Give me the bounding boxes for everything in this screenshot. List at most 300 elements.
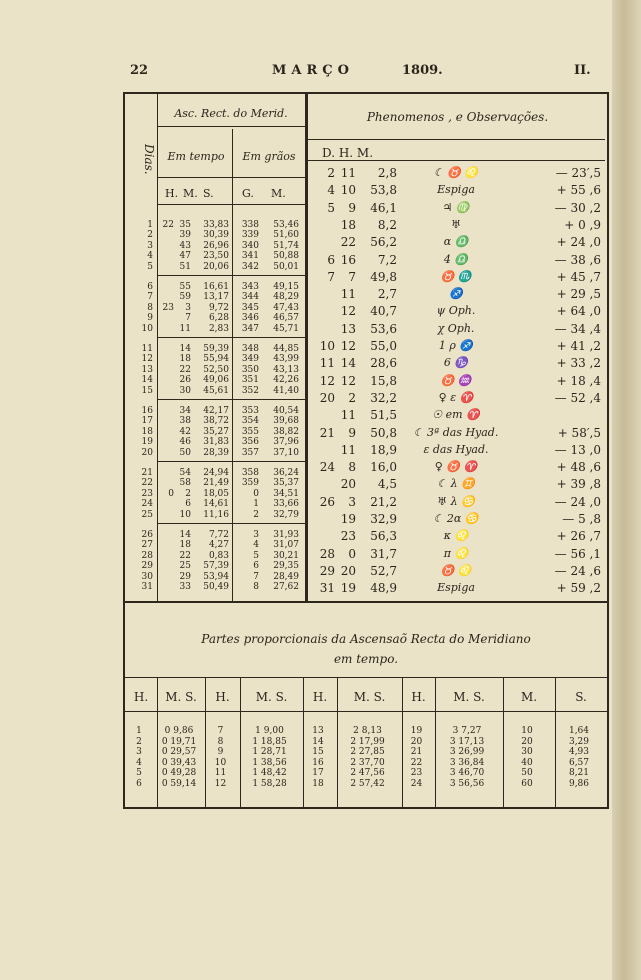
ph-hour: 11	[340, 287, 356, 302]
ph-hour: 9	[348, 425, 356, 440]
asc-deg-minute: 37,10	[273, 447, 299, 458]
ph-day: 31	[319, 581, 335, 596]
pp-cell: 3 36,84	[449, 757, 485, 768]
pp-cell: 4	[136, 757, 142, 768]
asc-minute: 25	[179, 561, 191, 572]
asc-degree: 342	[241, 261, 259, 272]
pp-cell: 2 57,42	[350, 778, 385, 789]
days-label: Dias.	[142, 144, 156, 175]
pp-cell: 6	[136, 778, 142, 789]
ph-event: ♀ ♉ ♈	[434, 460, 478, 474]
ph-value: — 52 ,4	[554, 390, 601, 405]
ph-day: 7	[327, 269, 335, 284]
asc-second: 42,17	[203, 406, 229, 416]
ph-value: + 58′,5	[557, 425, 601, 440]
ph-event: ☾ λ ♊	[437, 477, 475, 491]
asc-minute: 46	[179, 437, 191, 448]
pp-cell: 14	[312, 736, 324, 747]
pp-header: M.	[520, 690, 538, 704]
day-number: 30	[141, 571, 153, 582]
asc-second: 50,49	[203, 582, 229, 592]
asc-degree: 346	[241, 313, 259, 324]
ph-minute: 7,2	[377, 252, 397, 267]
pp-cell: 10	[521, 726, 533, 736]
pp-header: M. S.	[453, 690, 485, 704]
pp-title-1: Partes proporcionais da Ascensaõ Recta do Meridiano	[201, 632, 531, 646]
pp-header: M. S.	[165, 690, 197, 704]
ph-hour: 2	[348, 390, 356, 405]
ph-hour: 19	[340, 581, 356, 596]
ph-hour: 13	[340, 321, 356, 336]
divider-main	[305, 94, 308, 601]
divider-mid	[232, 129, 233, 601]
ph-minute: 51,5	[370, 408, 397, 423]
asc-degree: 358	[241, 468, 259, 478]
ph-value: + 18 ,4	[556, 373, 601, 388]
day-number: 18	[141, 426, 153, 437]
ph-day: 2	[327, 166, 335, 180]
ph-event: ☾ ♉ ♌	[433, 166, 479, 179]
pp-header: H.	[133, 690, 149, 704]
asc-hour: 22	[162, 220, 174, 230]
ph-value: + 26 ,7	[556, 529, 601, 544]
pp-header: H.	[411, 690, 426, 704]
pp-cell: 0 59,14	[161, 778, 197, 789]
asc-deg-minute: 28,49	[273, 571, 299, 582]
asc-degree: 2	[253, 509, 259, 520]
ph-hour: 12	[340, 304, 356, 319]
ph-minute: 32,2	[370, 390, 397, 405]
ph-minute: 55,0	[370, 339, 397, 353]
asc-degree: 4	[253, 540, 259, 551]
day-number: 16	[141, 406, 153, 416]
ph-day: 20	[319, 390, 335, 405]
ph-hour: 10	[340, 183, 356, 198]
pp-cell: 21	[410, 747, 423, 757]
ph-value: — 56 ,1	[554, 546, 601, 561]
asc-deg-minute: 31,93	[273, 530, 299, 540]
pp-cell: 3 26,99	[449, 747, 485, 757]
signature-mark: II.	[574, 63, 591, 78]
asc-degree: 351	[241, 375, 259, 386]
asc-minute: 39	[179, 230, 191, 241]
ph-hour: 16	[340, 252, 356, 267]
asc-deg-minute: 45,71	[273, 323, 299, 334]
ph-minute: 32,9	[370, 512, 397, 526]
ph-value: + 41 ,2	[556, 339, 601, 353]
asc-hour: 0	[168, 488, 174, 499]
asc-degree: 350	[241, 364, 259, 375]
asc-second: 30,39	[203, 230, 229, 241]
asc-second: 11,16	[203, 509, 229, 520]
asc-second: 14,61	[203, 499, 229, 510]
day-number: 31	[141, 582, 153, 592]
hline-ph-sub	[308, 160, 605, 161]
ph-event: ♐	[449, 287, 463, 301]
ph-day: 4	[327, 183, 335, 198]
hline-pp-hdr	[125, 711, 607, 712]
pp-header: M. S.	[255, 690, 288, 704]
asc-second: 33,83	[203, 220, 229, 230]
ph-value: + 59 ,2	[556, 581, 601, 596]
asc-minute: 10	[179, 509, 191, 520]
pp-cell: 7	[217, 726, 224, 736]
asc-second: 23,50	[203, 251, 229, 262]
asc-minute: 22	[179, 550, 191, 561]
asc-deg-minute: 43,13	[273, 364, 299, 375]
pp-cell: 24	[410, 778, 423, 789]
day-number: 29	[141, 561, 153, 572]
pp-header: S.	[575, 690, 587, 704]
ph-day: 26	[319, 494, 335, 509]
col-h: H.	[165, 187, 179, 200]
asc-hour: 23	[162, 302, 174, 313]
ph-value: — 34 ,4	[554, 321, 601, 336]
pp-cell: 1 38,56	[252, 757, 287, 768]
pp-cell: 3 56,56	[449, 778, 485, 789]
pp-cell: 23	[410, 768, 423, 778]
pp-cell: 10	[214, 757, 227, 768]
hline-pp	[125, 601, 607, 603]
ph-value: + 29 ,5	[556, 287, 601, 302]
ph-minute: 49,8	[370, 269, 397, 284]
asc-degree: 353	[241, 406, 259, 416]
pp-cell: 8	[217, 736, 224, 747]
ph-hour: 19	[340, 512, 356, 526]
asc-deg-minute: 47,43	[273, 302, 299, 313]
ph-event: ♉ ♌	[440, 563, 472, 577]
ph-minute: 53,6	[370, 321, 397, 336]
asc-deg-minute: 31,07	[273, 540, 299, 551]
ph-event: χ Oph.	[437, 321, 475, 335]
asc-second: 38,72	[203, 416, 229, 427]
asc-second: 28,39	[203, 447, 229, 458]
ph-hour: 12	[340, 373, 356, 388]
day-number: 9	[147, 313, 153, 324]
asc-title: Asc. Rect. do Merid.	[174, 107, 288, 120]
pp-title-2: em tempo.	[333, 652, 399, 666]
ph-hour: 12	[340, 339, 356, 353]
ph-value: — 13 ,0	[554, 442, 601, 457]
day-number: 24	[141, 499, 153, 510]
asc-second: 59,39	[203, 344, 229, 354]
asc-deg-minute: 44,85	[273, 344, 299, 354]
asc-degree: 345	[241, 302, 259, 313]
group-rule	[158, 275, 305, 276]
asc-second: 7,72	[208, 530, 229, 540]
ph-day: 6	[327, 252, 335, 267]
ph-minute: 56,2	[370, 235, 397, 250]
hline-pp-top	[125, 677, 607, 678]
asc-deg-minute: 36,24	[273, 468, 299, 478]
asc-deg-minute: 46,57	[273, 313, 299, 324]
ph-event: ♅	[451, 217, 461, 231]
asc-minute: 7	[185, 313, 191, 324]
asc-deg-minute: 43,99	[273, 354, 299, 365]
asc-minute: 51	[179, 261, 191, 272]
day-number: 5	[147, 261, 153, 272]
asc-minute: 2	[185, 488, 191, 499]
pp-cell: 11	[214, 768, 227, 778]
day-number: 13	[141, 364, 153, 375]
pp-cell: 12	[214, 778, 227, 789]
ph-value: + 24 ,0	[556, 235, 601, 250]
pp-cell: 0 39,43	[161, 757, 197, 768]
pp-cell: 15	[312, 747, 324, 757]
ph-hour: 11	[340, 166, 356, 180]
col-s: S.	[203, 187, 214, 200]
asc-second: 24,94	[203, 468, 229, 478]
day-number: 4	[147, 251, 153, 262]
pp-cell: 18	[312, 778, 324, 789]
day-number: 11	[141, 344, 153, 354]
page-number: 22	[130, 63, 149, 78]
ph-minute: 52,7	[370, 563, 397, 578]
day-number: 14	[141, 375, 153, 386]
day-number: 1	[147, 220, 153, 230]
ph-minute: 40,7	[370, 304, 397, 319]
asc-deg-minute: 30,21	[273, 550, 299, 561]
day-number: 28	[141, 550, 153, 561]
day-number: 21	[141, 468, 153, 478]
hline-asc	[158, 126, 305, 127]
ph-value: + 0 ,9	[564, 217, 601, 232]
pp-cell: 20	[410, 736, 423, 747]
ph-event: 6 ♑	[443, 356, 469, 370]
asc-deg-minute: 40,54	[273, 406, 299, 416]
asc-second: 13,17	[203, 292, 229, 303]
ph-value: + 48 ,6	[556, 460, 601, 475]
ph-event: ♉ ♒	[440, 373, 472, 387]
group-rule	[158, 337, 305, 338]
pp-cell: 4,93	[568, 747, 590, 757]
day-number: 8	[147, 302, 153, 313]
group-rule	[158, 399, 305, 400]
asc-minute: 43	[179, 240, 191, 251]
asc-degree: 343	[241, 282, 259, 292]
ph-minute: 46,1	[370, 200, 397, 215]
ph-hour: 20	[340, 477, 356, 492]
pp-header: H.	[312, 690, 328, 704]
asc-degree: 6	[253, 561, 259, 572]
ph-minute: 53,8	[370, 183, 397, 198]
ph-minute: 50,8	[370, 425, 397, 440]
asc-second: 18,05	[203, 488, 229, 499]
ph-hour: 7	[348, 269, 356, 284]
pp-cell: 0 29,57	[161, 747, 197, 757]
ph-event: ♉ ♏	[440, 269, 472, 283]
ph-day: 24	[319, 460, 335, 475]
ph-hour: 22	[340, 235, 356, 250]
asc-minute: 29	[179, 571, 191, 582]
ph-value: + 39 ,8	[556, 477, 601, 492]
asc-second: 4,27	[208, 540, 229, 551]
col-m: M.	[183, 187, 198, 200]
day-number: 26	[141, 530, 153, 540]
asc-minute: 38	[179, 416, 191, 427]
ph-value: — 38 ,6	[554, 252, 601, 267]
day-number: 27	[141, 540, 153, 551]
asc-deg-minute: 38,82	[273, 426, 299, 437]
col-graos: Em grãos	[242, 150, 296, 163]
asc-second: 55,94	[203, 354, 229, 365]
asc-second: 21,49	[203, 478, 229, 489]
ph-event: ☉ em ♈	[432, 408, 480, 422]
asc-deg-minute: 33,66	[273, 499, 299, 510]
asc-degree: 348	[241, 344, 259, 354]
asc-degree: 8	[253, 582, 259, 592]
asc-deg-minute: 51,74	[273, 240, 299, 251]
group-rule	[158, 461, 305, 462]
pp-cell: 13	[312, 726, 324, 736]
ph-day: 28	[319, 546, 335, 561]
pp-cell: 60	[521, 778, 533, 789]
asc-minute: 47	[179, 251, 191, 262]
ph-hour: 18	[340, 217, 356, 232]
running-year: 1809.	[402, 63, 443, 78]
asc-second: 35,27	[203, 426, 229, 437]
day-number: 25	[141, 509, 153, 520]
asc-minute: 59	[179, 292, 191, 303]
page-edge	[612, 0, 641, 980]
asc-degree: 339	[241, 230, 259, 241]
col-m2: M.	[271, 187, 286, 200]
pp-cell: 3	[136, 747, 142, 757]
asc-second: 2,83	[208, 323, 229, 334]
asc-degree: 340	[241, 240, 259, 251]
ph-event: 4 ♎	[443, 252, 469, 266]
ph-minute: 4,5	[377, 477, 397, 492]
pp-cell: 0 49,28	[161, 768, 197, 778]
pp-cell: 1,64	[568, 726, 590, 736]
asc-minute: 58	[179, 478, 191, 489]
asc-deg-minute: 50,88	[273, 251, 299, 262]
asc-minute: 42	[179, 426, 191, 437]
asc-degree: 359	[241, 478, 259, 489]
asc-minute: 14	[179, 530, 191, 540]
pp-cell: 0 19,71	[161, 736, 197, 747]
asc-second: 31,83	[203, 437, 229, 448]
ph-hour: 9	[348, 200, 356, 215]
asc-minute: 18	[179, 540, 191, 551]
day-number: 12	[141, 354, 153, 365]
day-number: 10	[141, 323, 153, 334]
day-number: 20	[141, 447, 153, 458]
asc-minute: 50	[179, 447, 191, 458]
dhm-label: D. H. M.	[322, 146, 374, 160]
asc-deg-minute: 37,96	[273, 437, 299, 448]
pp-cell: 19	[410, 726, 423, 736]
asc-deg-minute: 27,62	[273, 582, 299, 592]
asc-second: 0,83	[208, 550, 229, 561]
ph-hour: 14	[340, 356, 356, 371]
pp-cell: 1 9,00	[255, 726, 284, 736]
asc-minute: 34	[179, 406, 191, 416]
phenomena-title: Phenomenos , e Observações.	[366, 110, 549, 124]
ph-minute: 56,3	[370, 529, 397, 544]
ph-event: π ♌	[443, 546, 469, 560]
asc-deg-minute: 49,15	[273, 282, 299, 292]
ph-day: 29	[319, 563, 335, 578]
pp-cell: 2	[136, 736, 142, 747]
asc-deg-minute: 29,35	[273, 561, 299, 572]
day-number: 19	[141, 437, 153, 448]
ph-day: 10	[319, 339, 335, 353]
ph-minute: 8,2	[377, 217, 397, 232]
ph-value: + 55 ,6	[556, 183, 601, 198]
running-title: MARÇO	[272, 63, 354, 78]
pp-cell: 1 48,42	[252, 768, 287, 778]
asc-degree: 352	[241, 385, 259, 396]
asc-degree: 355	[241, 426, 259, 437]
day-number: 17	[141, 416, 153, 427]
asc-minute: 6	[185, 499, 191, 510]
asc-minute: 35	[179, 220, 191, 230]
pp-cell: 30	[521, 747, 533, 757]
ph-hour: 3	[348, 494, 356, 509]
asc-minute: 3	[185, 302, 191, 313]
pp-cell: 1 58,28	[252, 778, 287, 789]
asc-minute: 55	[179, 282, 191, 292]
asc-degree: 349	[241, 354, 259, 365]
asc-degree: 1	[253, 499, 259, 510]
hline-ph-title	[308, 139, 605, 140]
asc-degree: 357	[241, 447, 259, 458]
pp-cell: 2 37,70	[350, 757, 385, 768]
asc-minute: 22	[179, 364, 191, 375]
ph-event: ♃ ♍	[442, 200, 470, 214]
ph-value: — 24 ,0	[554, 494, 601, 509]
ph-hour: 23	[340, 529, 356, 544]
ph-event: ☾ 2α ♋	[433, 512, 479, 525]
asc-second: 6,28	[208, 313, 229, 324]
pp-cell: 2 17,99	[350, 736, 385, 747]
asc-degree: 341	[241, 251, 259, 262]
ph-event: Espiga	[437, 581, 475, 595]
pp-cell: 16	[312, 757, 324, 768]
asc-second: 45,61	[203, 385, 229, 396]
asc-deg-minute: 39,68	[273, 416, 299, 427]
day-number: 22	[141, 478, 153, 489]
asc-deg-minute: 51,60	[273, 230, 299, 241]
day-number: 23	[141, 488, 153, 499]
day-number: 2	[147, 230, 153, 241]
pp-cell: 50	[521, 768, 533, 778]
pp-cell: 3,29	[568, 736, 590, 747]
asc-second: 57,39	[203, 561, 229, 572]
ph-minute: 2,7	[377, 287, 397, 302]
pp-cell: 3 17,13	[449, 736, 485, 747]
ph-hour: 8	[348, 460, 356, 475]
pp-header: H.	[215, 690, 230, 704]
pp-cell: 2 47,56	[350, 768, 385, 778]
ph-hour: 20	[340, 563, 356, 578]
pp-cell: 1 18,85	[252, 736, 287, 747]
pp-cell: 8,21	[568, 768, 590, 778]
ph-minute: 18,9	[370, 442, 397, 457]
asc-second: 16,61	[203, 282, 229, 292]
pp-cell: 3 7,27	[452, 726, 482, 736]
group-rule	[158, 523, 305, 524]
ph-value: — 5 ,8	[562, 512, 601, 526]
ph-day: 12	[319, 373, 335, 388]
asc-deg-minute: 32,79	[273, 509, 299, 520]
ph-hour: 11	[340, 408, 356, 423]
col-tempo: Em tempo	[167, 150, 225, 163]
asc-minute: 30	[179, 385, 191, 396]
ph-minute: 16,0	[370, 460, 397, 475]
hline-h	[158, 204, 305, 205]
